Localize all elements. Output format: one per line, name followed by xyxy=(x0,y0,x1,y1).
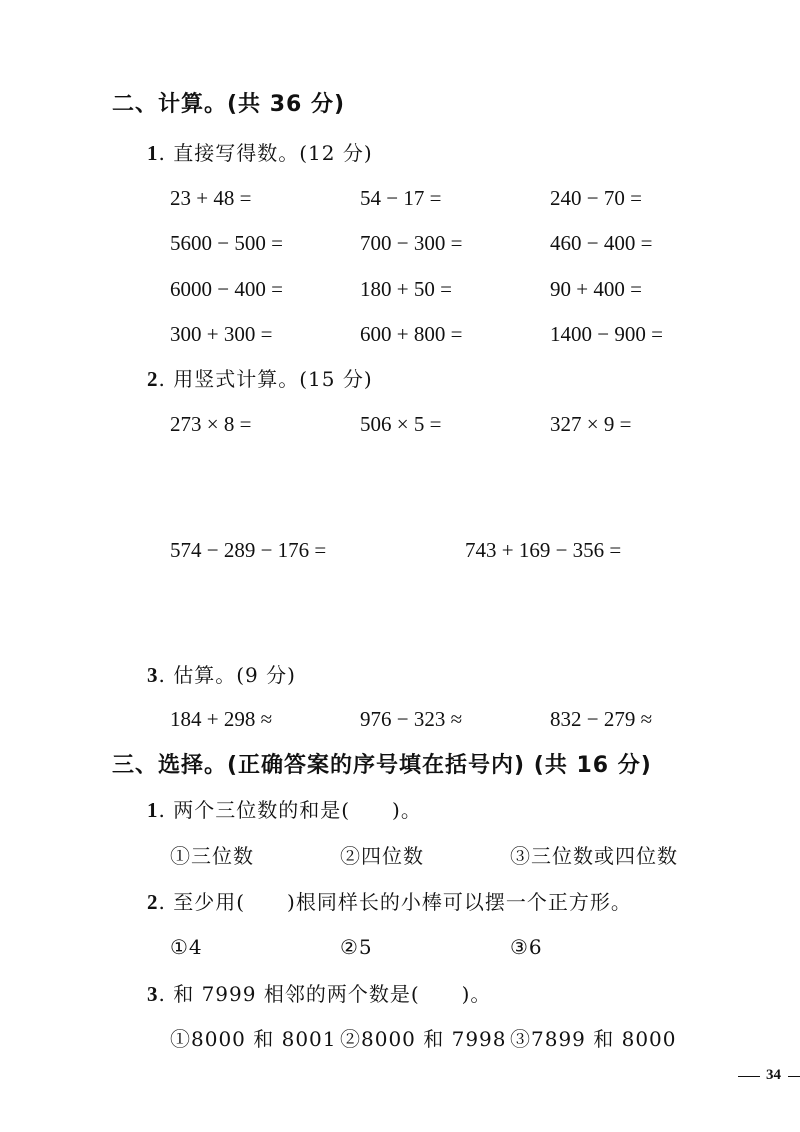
expression-item: 180 + 50 = xyxy=(360,277,452,301)
question-1-heading xyxy=(147,143,373,164)
expression-item: 90 + 400 = xyxy=(550,277,642,301)
question-text: . 至少用( )根同样长的小棒可以摆一个正方形。 xyxy=(158,890,632,914)
choice-option: ①三位数 xyxy=(170,844,254,868)
expression-item: 5600 − 500 = xyxy=(170,231,283,255)
expression-item: 600 + 800 = xyxy=(360,322,463,346)
question-number: 1 xyxy=(147,141,159,165)
section-3-title: 三、选择。(正确答案的序号填在括号内) (共 16 分) xyxy=(112,753,652,778)
question-text: . 估算。(9 分) xyxy=(158,663,296,687)
question-text: . 两个三位数的和是( )。 xyxy=(158,798,422,822)
question-text: . 直接写得数。(12 分) xyxy=(158,141,373,165)
expression-item: 54 − 17 = xyxy=(360,186,442,210)
choice-option: ②8000 和 7998 xyxy=(340,1027,507,1051)
choice-option: ③7899 和 8000 xyxy=(510,1027,677,1051)
estimate-item: 976 − 323 ≈ xyxy=(360,707,463,731)
question-text: . 和 7999 相邻的两个数是( )。 xyxy=(158,982,492,1006)
section-2-title: 二、计算。(共 36 分) xyxy=(112,92,346,117)
expression-item: 300 + 300 = xyxy=(170,322,273,346)
expression-item: 240 − 70 = xyxy=(550,186,642,210)
expression-item: 574 − 289 − 176 = xyxy=(170,538,327,562)
estimate-item: 832 − 279 ≈ xyxy=(550,707,653,731)
choice-option: ③三位数或四位数 xyxy=(510,844,678,868)
expression-item: 743 + 169 − 356 = xyxy=(465,538,622,562)
choice-option: ①4 xyxy=(170,935,203,959)
question-text: . 用竖式计算。(15 分) xyxy=(158,367,373,391)
expression-item: 1400 − 900 = xyxy=(550,322,663,346)
question-number: 3 xyxy=(147,663,159,687)
expression-item: 460 − 400 = xyxy=(550,231,653,255)
estimate-item: 184 + 298 ≈ xyxy=(170,707,273,731)
expression-item: 700 − 300 = xyxy=(360,231,463,255)
question-number: 2 xyxy=(147,367,159,391)
question-number: 1 xyxy=(147,798,159,822)
question-number: 3 xyxy=(147,982,159,1006)
page-number-dash-right xyxy=(788,1076,800,1077)
choice-option: ①8000 和 8001 xyxy=(170,1027,337,1051)
choice-question-2 xyxy=(147,892,632,913)
question-number: 2 xyxy=(147,890,159,914)
expression-item: 23 + 48 = xyxy=(170,186,252,210)
choice-question-1 xyxy=(147,800,422,821)
expression-item: 6000 − 400 = xyxy=(170,277,283,301)
choice-option: ②5 xyxy=(340,935,373,959)
choice-option: ②四位数 xyxy=(340,844,424,868)
page-number-dash-left xyxy=(738,1076,760,1077)
question-3-heading xyxy=(147,665,296,686)
expression-item: 273 × 8 = xyxy=(170,412,252,436)
choice-question-3 xyxy=(147,984,491,1005)
page-number: 34 xyxy=(766,1067,781,1083)
expression-item: 506 × 5 = xyxy=(360,412,442,436)
choice-option: ③6 xyxy=(510,935,543,959)
expression-item: 327 × 9 = xyxy=(550,412,632,436)
question-2-heading xyxy=(147,369,373,390)
